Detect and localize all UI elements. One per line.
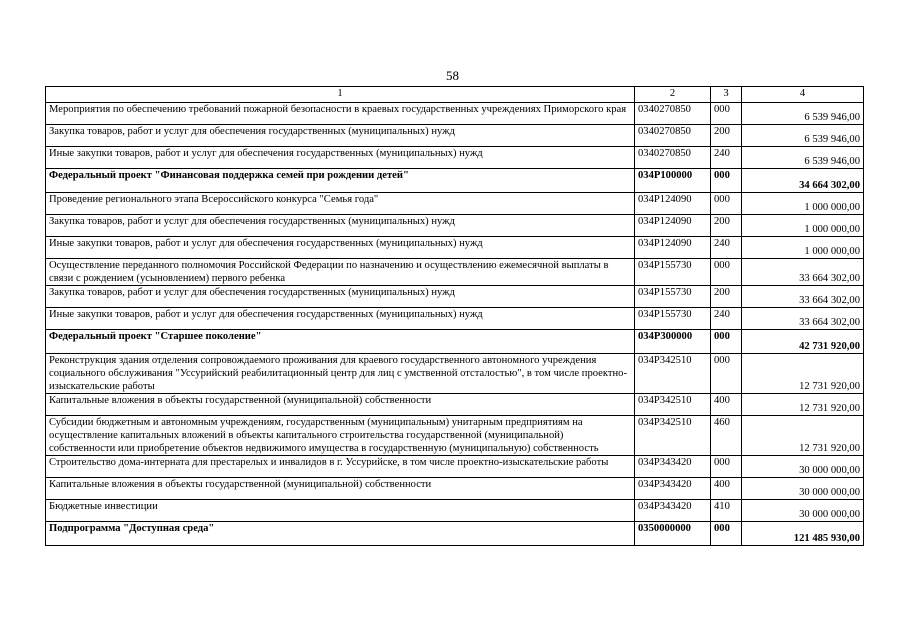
table-row bbox=[46, 215, 864, 237]
row-code-cell: 034P300000 bbox=[635, 330, 711, 354]
table-row bbox=[46, 308, 864, 330]
row-type-cell: 410 bbox=[711, 500, 742, 522]
row-code-cell: 034P343420 bbox=[635, 478, 711, 500]
row-amount-cell: 12 731 920,00 bbox=[742, 416, 864, 456]
row-amount-cell: 121 485 930,00 bbox=[742, 522, 864, 546]
table-row bbox=[46, 522, 864, 546]
row-code-cell: 0340270850 bbox=[635, 125, 711, 147]
table-header-row bbox=[46, 87, 864, 103]
table-row bbox=[46, 394, 864, 416]
row-name-cell: Капитальные вложения в объекты государственной (муниципальной) собственности bbox=[46, 394, 635, 416]
row-name-cell: Федеральный проект "Финансовая поддержка семей при рождении детей" bbox=[46, 169, 635, 193]
row-type-cell: 000 bbox=[711, 354, 742, 394]
row-type-cell: 200 bbox=[711, 125, 742, 147]
table-row bbox=[46, 147, 864, 169]
table-row bbox=[46, 193, 864, 215]
row-amount-cell: 30 000 000,00 bbox=[742, 478, 864, 500]
row-code-cell: 0350000000 bbox=[635, 522, 711, 546]
row-type-cell: 400 bbox=[711, 478, 742, 500]
table-row bbox=[46, 125, 864, 147]
header-col-2: 2 bbox=[635, 87, 711, 103]
row-code-cell: 034P155730 bbox=[635, 259, 711, 286]
row-amount-cell: 1 000 000,00 bbox=[742, 215, 864, 237]
row-code-cell: 034P343420 bbox=[635, 500, 711, 522]
row-type-cell: 460 bbox=[711, 416, 742, 456]
row-code-cell: 034P155730 bbox=[635, 308, 711, 330]
row-amount-cell: 30 000 000,00 bbox=[742, 500, 864, 522]
row-name-cell: Капитальные вложения в объекты государственной (муниципальной) собственности bbox=[46, 478, 635, 500]
row-code-cell: 034P124090 bbox=[635, 193, 711, 215]
row-amount-cell: 33 664 302,00 bbox=[742, 286, 864, 308]
row-name-cell: Мероприятия по обеспечению требований пожарной безопасности в краевых государственных учреждениях Приморского края bbox=[46, 103, 635, 125]
row-amount-cell: 33 664 302,00 bbox=[742, 259, 864, 286]
row-code-cell: 034P343420 bbox=[635, 456, 711, 478]
row-amount-cell: 6 539 946,00 bbox=[742, 125, 864, 147]
row-name-cell: Иные закупки товаров, работ и услуг для обеспечения государственных (муниципальных) нужд bbox=[46, 308, 635, 330]
row-code-cell: 034P124090 bbox=[635, 215, 711, 237]
table-row bbox=[46, 286, 864, 308]
row-name-cell: Бюджетные инвестиции bbox=[46, 500, 635, 522]
row-type-cell: 000 bbox=[711, 169, 742, 193]
row-type-cell: 200 bbox=[711, 286, 742, 308]
row-amount-cell: 42 731 920,00 bbox=[742, 330, 864, 354]
row-type-cell: 240 bbox=[711, 237, 742, 259]
row-amount-cell: 12 731 920,00 bbox=[742, 394, 864, 416]
header-col-3: 3 bbox=[711, 87, 742, 103]
row-code-cell: 034P342510 bbox=[635, 416, 711, 456]
row-type-cell: 240 bbox=[711, 308, 742, 330]
table-row bbox=[46, 103, 864, 125]
row-code-cell: 034P124090 bbox=[635, 237, 711, 259]
row-code-cell: 034P342510 bbox=[635, 394, 711, 416]
table-row bbox=[46, 354, 864, 394]
row-amount-cell: 1 000 000,00 bbox=[742, 237, 864, 259]
row-type-cell: 000 bbox=[711, 103, 742, 125]
row-code-cell: 034P342510 bbox=[635, 354, 711, 394]
table-row bbox=[46, 259, 864, 286]
row-type-cell: 000 bbox=[711, 193, 742, 215]
row-type-cell: 000 bbox=[711, 522, 742, 546]
row-name-cell: Закупка товаров, работ и услуг для обеспечения государственных (муниципальных) нужд bbox=[46, 125, 635, 147]
header-col-1: 1 bbox=[46, 87, 635, 103]
row-code-cell: 034P100000 bbox=[635, 169, 711, 193]
table-row bbox=[46, 456, 864, 478]
table-row bbox=[46, 169, 864, 193]
row-name-cell: Проведение регионального этапа Всероссийского конкурса "Семья года" bbox=[46, 193, 635, 215]
budget-table bbox=[45, 86, 864, 546]
table-row bbox=[46, 500, 864, 522]
table-row bbox=[46, 237, 864, 259]
page-number: 58 bbox=[446, 68, 459, 83]
row-name-cell: Закупка товаров, работ и услуг для обеспечения государственных (муниципальных) нужд bbox=[46, 286, 635, 308]
row-amount-cell: 1 000 000,00 bbox=[742, 193, 864, 215]
row-name-cell: Иные закупки товаров, работ и услуг для обеспечения государственных (муниципальных) нужд bbox=[46, 147, 635, 169]
row-type-cell: 000 bbox=[711, 456, 742, 478]
row-name-cell: Реконструкция здания отделения сопровождаемого проживания для краевого государственного автономного учреждения социального обслуживания "Уссурийский реабилитационный центр для лиц с умственной отсталостью", в том числе проектно-изыскательские работы bbox=[46, 354, 635, 394]
table-row bbox=[46, 478, 864, 500]
table-row bbox=[46, 416, 864, 456]
row-amount-cell: 12 731 920,00 bbox=[742, 354, 864, 394]
row-name-cell: Иные закупки товаров, работ и услуг для обеспечения государственных (муниципальных) нужд bbox=[46, 237, 635, 259]
row-name-cell: Подпрограмма "Доступная среда" bbox=[46, 522, 635, 546]
row-amount-cell: 6 539 946,00 bbox=[742, 147, 864, 169]
row-name-cell: Осуществление переданного полномочия Российской Федерации по назначению и осуществлению ежемесячной выплаты в связи с рождением (усыновлением) первого ребенка bbox=[46, 259, 635, 286]
row-amount-cell: 30 000 000,00 bbox=[742, 456, 864, 478]
row-name-cell: Закупка товаров, работ и услуг для обеспечения государственных (муниципальных) нужд bbox=[46, 215, 635, 237]
header-col-4: 4 bbox=[742, 87, 864, 103]
row-code-cell: 034P155730 bbox=[635, 286, 711, 308]
row-type-cell: 000 bbox=[711, 259, 742, 286]
row-amount-cell: 34 664 302,00 bbox=[742, 169, 864, 193]
row-code-cell: 0340270850 bbox=[635, 147, 711, 169]
row-name-cell: Субсидии бюджетным и автономным учреждениям, государственным (муниципальным) унитарным предприятиям на осуществление капитальных вложений в объекты капитального строительства государственной (муниципальной) собственности или приобретение объектов недвижимого имущества в государственную (муниципальную) собственность bbox=[46, 416, 635, 456]
row-amount-cell: 6 539 946,00 bbox=[742, 103, 864, 125]
table-row bbox=[46, 330, 864, 354]
row-type-cell: 240 bbox=[711, 147, 742, 169]
row-type-cell: 200 bbox=[711, 215, 742, 237]
row-type-cell: 000 bbox=[711, 330, 742, 354]
row-amount-cell: 33 664 302,00 bbox=[742, 308, 864, 330]
row-name-cell: Строительство дома-интерната для престарелых и инвалидов в г. Уссурийске, в том числе проектно-изыскательские работы bbox=[46, 456, 635, 478]
row-name-cell: Федеральный проект "Старшее поколение" bbox=[46, 330, 635, 354]
row-type-cell: 400 bbox=[711, 394, 742, 416]
row-code-cell: 0340270850 bbox=[635, 103, 711, 125]
